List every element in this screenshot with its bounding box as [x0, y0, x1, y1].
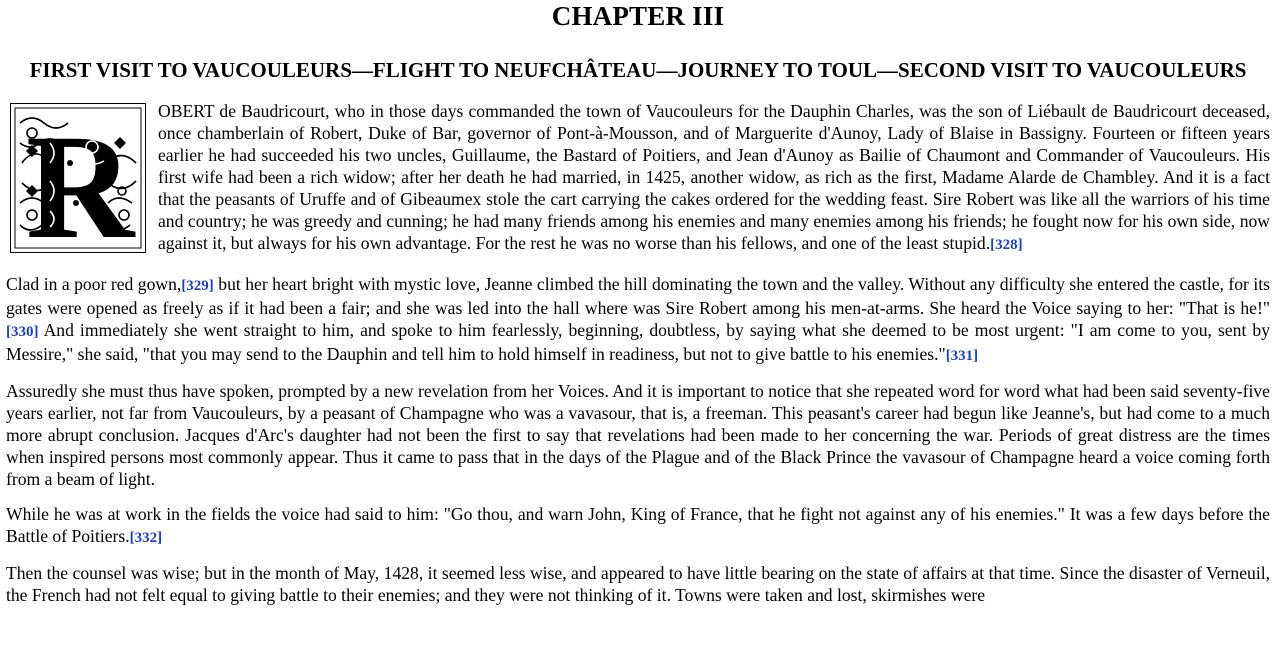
- svg-text:R: R: [25, 104, 135, 253]
- paragraph-2-text-part-3: And immediately she went straight to him, and spoke to him fearlessly, beginning, doubtless, by saying what she deemed to be most urgent: "I am come to you, sent by Messire," she said, "that you may send to the Dauphin and tell him to hold himself in readiness, but not to give battle to his enemies.": [6, 320, 1270, 364]
- drop-cap-r-icon: [10, 103, 146, 253]
- paragraph-1-text: OBERT de Baudricourt, who in those days commanded the town of Vaucouleurs for the Dauphin Charles, was the son of Liébault de Baudricourt deceased, once chamberlain of Robert, Duke of Bar, governor of Pont-à-Mousson, and of Marguerite d'Aunoy, Lady of Blaise in Bassigny. Fourteen or fifteen years earlier he had succeeded his two uncles, Guillaume, the Bastard of Poitiers, and Jean d'Aunoy as Bailie of Chaumont and Commander of Vaucouleurs. His first wife had been a rich widow; after her death he had married, in 1425, another widow, as rich as the first, Madame Alarde de Chambley. And it is a fact that the peasants of Uruffe and of Gibeaumex stole the cart carrying the cakes ordered for the wedding feast. Sire Robert was like all the warriors of his time and country; he was greedy and cunning; he had many friends among his enemies and many enemies among his friends; he fought now for his own side, now against it, but always for his own advantage. For the rest he was no worse than his fellows, and one of the least stupid.: [158, 101, 1270, 253]
- paragraph-3: [6, 380, 1270, 490]
- paragraph-4-text: While he was at work in the fields the voice had said to him: "Go thou, and warn John, King of France, that he fight not against any of his enemies." It was a few days before the Battle of Poitiers.: [6, 504, 1270, 546]
- footnote-link-330[interactable]: [330]: [6, 324, 39, 340]
- chapter-page: [6, 0, 1270, 606]
- paragraph-2: [6, 273, 1270, 367]
- ornate-initial-r-icon: [10, 103, 146, 253]
- paragraph-2-text-part-2: but her heart bright with mystic love, Jeanne climbed the hill dominating the town and the valley. Without any difficulty she entered the castle, for its gates were opened as freely as if it had been a fair; and she was led into the hall where was Sire Robert among his men-at-arms. She heard the Voice saying to her: "That is he!": [6, 274, 1270, 318]
- footnote-link-328[interactable]: [328]: [990, 237, 1023, 253]
- footnote-link-332[interactable]: [332]: [129, 530, 163, 546]
- chapter-title: CHAPTER III: [551, 1, 725, 31]
- paragraph-1: [6, 100, 1270, 256]
- paragraph-5-text: Then the counsel was wise; but in the month of May, 1428, it seemed less wise, and appeared to have little bearing on the state of affairs at that time. Since the disaster of Verneuil, the French had not felt equal to giving battle to their enemies; and they were not thinking of it. Towns were taken and lost, skirmishes were: [6, 563, 1270, 605]
- paragraph-5: [6, 562, 1270, 606]
- footnote-link-329[interactable]: [329]: [181, 278, 214, 294]
- footnote-link-331[interactable]: [331]: [945, 348, 979, 364]
- paragraph-4: [6, 503, 1270, 549]
- paragraph-2-text-part-1: Clad in a poor red gown,: [6, 274, 182, 294]
- chapter-subtitle: FIRST VISIT TO VAUCOULEURS—FLIGHT TO NEUFCHÂTEAU—JOURNEY TO TOUL—SECOND VISIT TO VAUCOULEURS: [29, 58, 1247, 82]
- paragraph-3-text: Assuredly she must thus have spoken, prompted by a new revelation from her Voices. And it is important to notice that she repeated word for word what had been said seventy-five years earlier, not far from Vaucouleurs, by a peasant of Champagne who was a vavasour, that is, a freeman. This peasant's career had begun like Jeanne's, but had come to a much more abrupt conclusion. Jacques d'Arc's daughter had not been the first to say that revelations had been made to her concerning the war. Periods of great distress are the times when inspired persons most commonly appear. Thus it came to pass that in the days of the Plague and of the Black Prince the vavasour of Champagne heard a voice coming forth from a beam of light.: [6, 381, 1270, 489]
